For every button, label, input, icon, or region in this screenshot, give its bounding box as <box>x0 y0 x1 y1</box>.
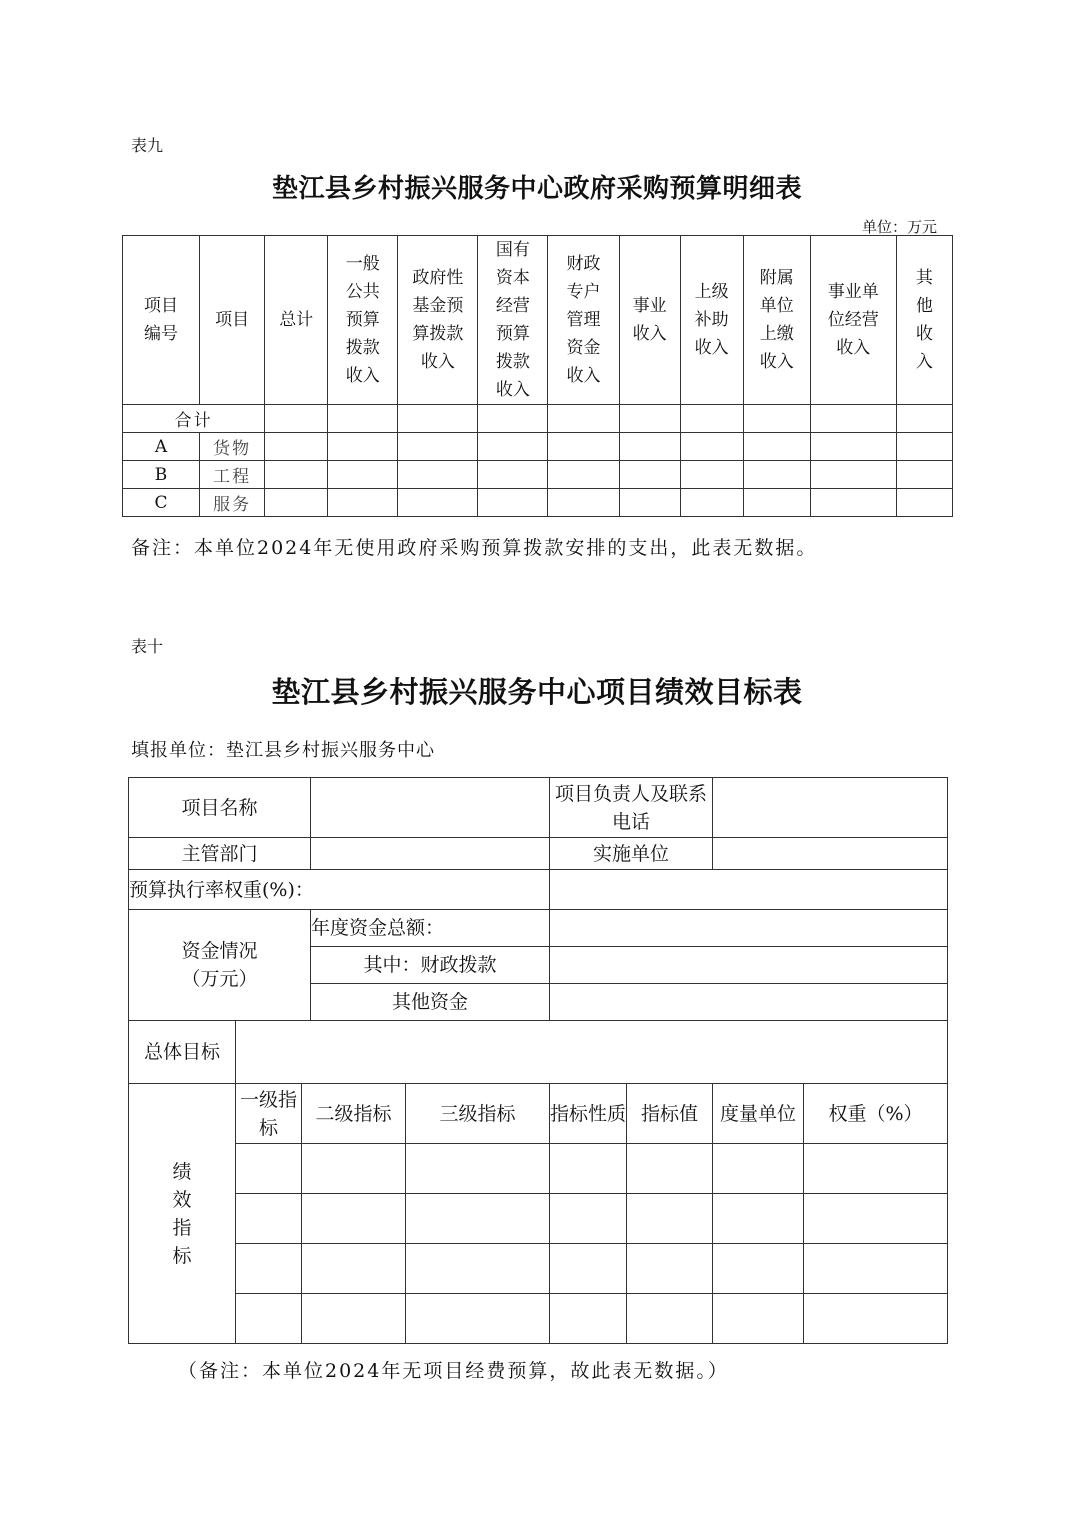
header-general-budget: 一般 公共 预算 拨款 收入 <box>328 236 398 405</box>
row-name: 货物 <box>200 433 265 461</box>
perf-indicator-label: 绩 效 指 标 <box>129 1084 236 1344</box>
table9-label: 表九 <box>131 136 164 155</box>
budget-weight-label: 预算执行率权重(%)： <box>129 870 550 910</box>
table9-unit: 单位：万元 <box>862 218 938 236</box>
filler-unit: 填报单位：垫江县乡村振兴服务中心 <box>131 740 435 761</box>
budget-weight-value <box>550 870 948 910</box>
project-name-value <box>311 778 550 838</box>
header-gov-fund: 政府性 基金预 算拨款 收入 <box>398 236 478 405</box>
header-operation-income: 事业单 位经营 收入 <box>810 236 896 405</box>
table-row <box>123 461 953 489</box>
impl-unit-value <box>713 838 948 870</box>
indicator-header: 二级指标 <box>302 1084 406 1144</box>
procurement-budget-table <box>122 235 953 517</box>
header-project-code: 项目 编号 <box>123 236 200 405</box>
project-contact-label: 项目负责人及联系电话 <box>550 778 713 838</box>
dept-value <box>311 838 550 870</box>
other-funds-value <box>550 984 948 1021</box>
table10-label: 表十 <box>131 637 164 656</box>
total-label: 合计 <box>123 405 265 433</box>
header-other-income: 其 他 收 入 <box>896 236 952 405</box>
fiscal-value <box>550 947 948 984</box>
indicator-header: 指标性质 <box>550 1084 627 1144</box>
indicator-header: 一级指标 <box>236 1084 302 1144</box>
indicator-header: 权重（%） <box>804 1084 948 1144</box>
impl-unit-label: 实施单位 <box>550 838 713 870</box>
project-contact-value <box>713 778 948 838</box>
dept-label: 主管部门 <box>129 838 311 870</box>
header-total: 总计 <box>265 236 328 405</box>
header-state-capital: 国有 资本 经营 预算 拨款 收入 <box>478 236 548 405</box>
indicator-row <box>129 1144 948 1194</box>
header-project: 项目 <box>200 236 265 405</box>
indicator-row <box>129 1194 948 1244</box>
header-fiscal-account: 财政 专户 管理 资金 收入 <box>548 236 619 405</box>
table-row <box>123 489 953 517</box>
fund-status-label: 资金情况 （万元） <box>129 910 311 1021</box>
annual-total-value <box>550 910 948 947</box>
row-name: 服务 <box>200 489 265 517</box>
performance-target-table <box>128 777 948 1344</box>
overall-goal-value <box>236 1021 948 1084</box>
indicator-row <box>129 1244 948 1294</box>
indicator-header: 三级指标 <box>406 1084 550 1144</box>
table10-title: 垫江县乡村振兴服务中心项目绩效目标表 <box>271 675 803 709</box>
fiscal-label: 其中：财政拨款 <box>311 947 550 984</box>
header-affiliate-income: 附属 单位 上缴 收入 <box>743 236 810 405</box>
overall-goal-label: 总体目标 <box>129 1021 236 1084</box>
indicator-header: 指标值 <box>627 1084 713 1144</box>
header-superior-subsidy: 上级 补助 收入 <box>680 236 743 405</box>
project-name-label: 项目名称 <box>129 778 311 838</box>
table9-title: 垫江县乡村振兴服务中心政府采购预算明细表 <box>271 174 802 204</box>
header-business-income: 事业 收入 <box>619 236 680 405</box>
total-row <box>123 405 953 433</box>
row-code: A <box>123 433 200 461</box>
other-funds-label: 其他资金 <box>311 984 550 1021</box>
row-name: 工程 <box>200 461 265 489</box>
annual-total-label: 年度资金总额： <box>311 910 550 947</box>
table10-note: （备注：本单位2024年无项目经费预算，故此表无数据。） <box>178 1360 729 1382</box>
indicator-row <box>129 1294 948 1344</box>
table9-note: 备注：本单位2024年无使用政府采购预算拨款安排的支出，此表无数据。 <box>131 537 818 559</box>
row-code: B <box>123 461 200 489</box>
indicator-header: 度量单位 <box>713 1084 804 1144</box>
table-row <box>123 433 953 461</box>
row-code: C <box>123 489 200 517</box>
